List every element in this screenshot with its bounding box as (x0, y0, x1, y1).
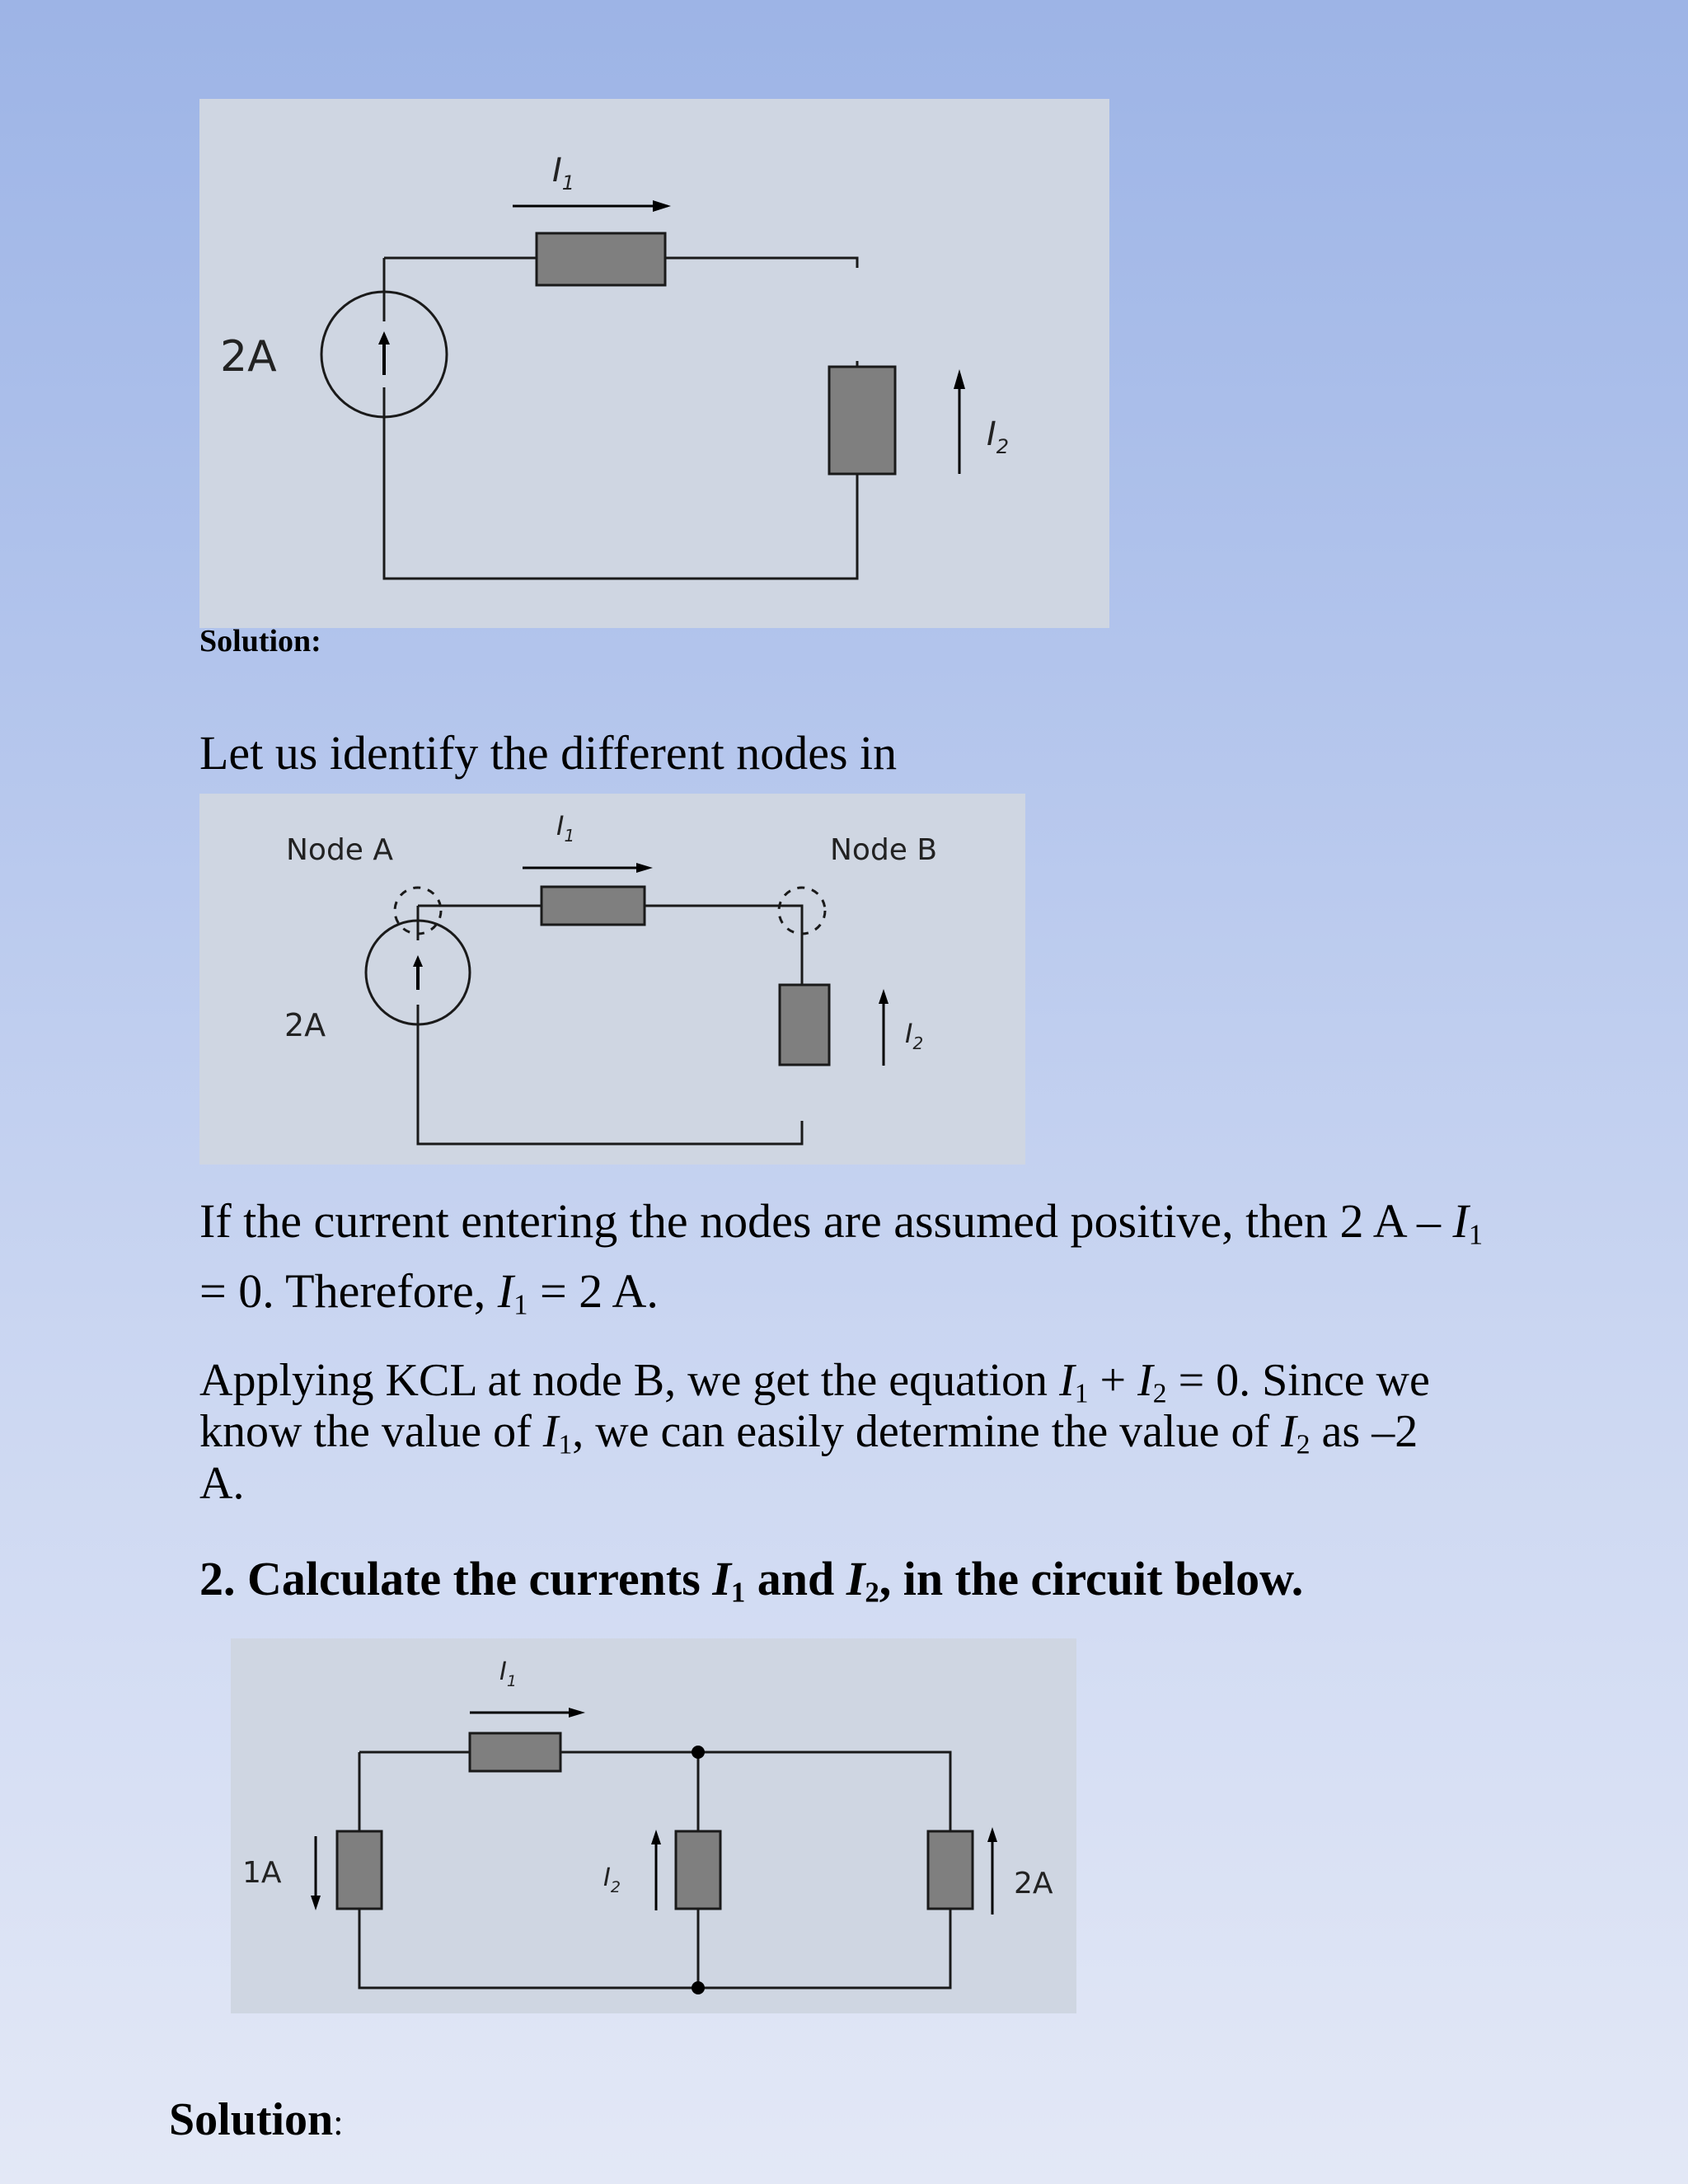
resistor-top (470, 1733, 560, 1771)
source-current-label: 2A (220, 332, 277, 382)
current-i2-label: $I_2$ (905, 1018, 924, 1053)
resistor-middle (676, 1831, 720, 1909)
resistor-top (537, 233, 665, 285)
solution-label-2: Solution: (169, 2094, 344, 2145)
kcl-node-b-paragraph: Applying KCL at node B, we get the equation $I_1 + I_2 = 0$. Since we know the value of $I_1$, we can easily determine the value of $I_2$ as –2 A. (199, 1355, 1430, 1509)
resistor-top (542, 887, 645, 925)
source-current-label: 2A (284, 1007, 326, 1043)
node-a-label: Node A (286, 833, 394, 867)
resistor-right (829, 367, 895, 474)
circuit-figure-2 (199, 794, 1025, 1165)
left-source-current-label: 1A (242, 1856, 282, 1890)
kcl-node-a-paragraph: If the current entering the nodes are assumed positive, then 2 $A - I_1 = 0$. Therefore, $I_1 = 2$ A. (199, 1194, 1484, 1321)
current-i1-label: $I_1$ (499, 1657, 517, 1690)
question-2-heading: 2. Calculate the currents $I_1$ and $I_2$, in the circuit below. (199, 1552, 1304, 1609)
circuit-figure-1 (199, 99, 1109, 628)
current-i1-label: $I_1$ (552, 152, 575, 194)
resistor-right (928, 1831, 973, 1909)
current-i2-label: $I_2$ (987, 415, 1010, 458)
node-b-label: Node B (830, 833, 938, 867)
resistor-left (337, 1831, 382, 1909)
current-i1-label: $I_1$ (556, 810, 575, 846)
current-i2-label: $I_2$ (603, 1863, 621, 1896)
circuit-figure-3 (231, 1638, 1076, 2013)
solution-label: Solution: (199, 624, 321, 658)
resistor-right (780, 985, 829, 1065)
intro-text: Let us identify the different nodes in (199, 726, 898, 780)
right-source-current-label: 2A (1014, 1867, 1053, 1900)
